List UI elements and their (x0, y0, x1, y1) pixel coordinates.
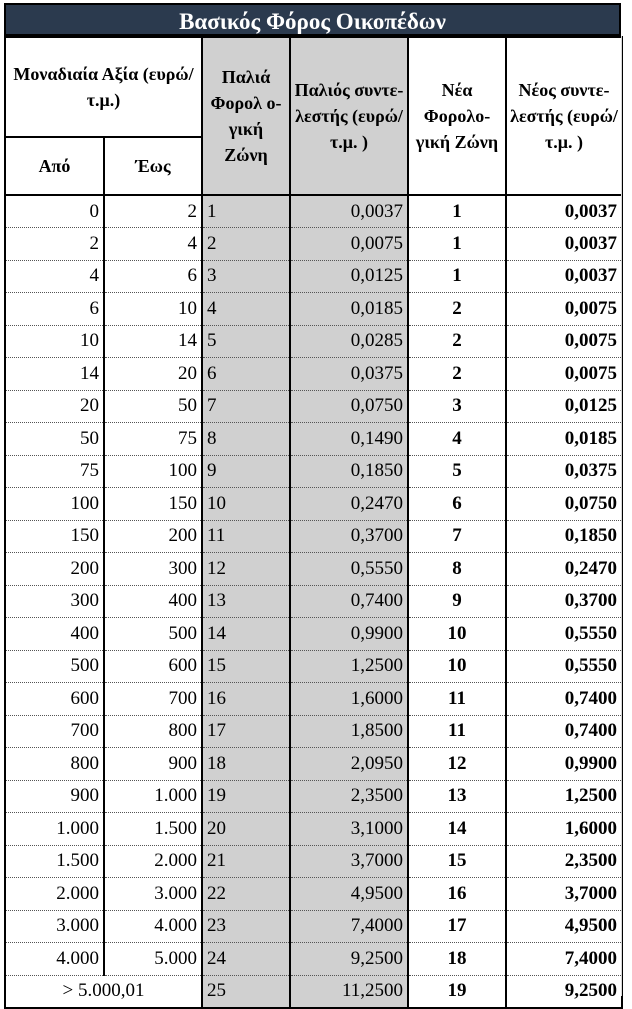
old-zone-cell: 2 (202, 228, 290, 261)
new-zone-cell: 11 (408, 715, 506, 748)
old-coefficient-cell: 1,6000 (290, 683, 408, 716)
table-row (5, 813, 622, 846)
range-to-cell: 100 (104, 455, 202, 488)
old-zone-cell: 23 (202, 910, 290, 943)
old-coefficient-cell: 0,0037 (290, 195, 408, 228)
new-coefficient-cell: 9,2500 (506, 975, 622, 1008)
old-zone-cell: 19 (202, 780, 290, 813)
range-to-cell: 800 (104, 715, 202, 748)
old-coefficient-cell: 0,1490 (290, 423, 408, 456)
range-to-cell: 4.000 (104, 910, 202, 943)
new-coefficient-cell: 4,9500 (506, 910, 622, 943)
new-zone-cell: 6 (408, 488, 506, 521)
new-coefficient-cell: 0,0125 (506, 390, 622, 423)
range-from-cell: 600 (5, 683, 104, 716)
range-to-cell: 75 (104, 423, 202, 456)
new-zone-cell: 3 (408, 390, 506, 423)
range-from-cell: 400 (5, 618, 104, 651)
range-from-cell: 700 (5, 715, 104, 748)
table-row (5, 293, 622, 326)
old-zone-cell: 21 (202, 845, 290, 878)
table-row (5, 715, 622, 748)
old-coefficient-cell: 0,0075 (290, 228, 408, 261)
table-row (5, 195, 622, 228)
old-zone-cell: 13 (202, 585, 290, 618)
new-zone-cell: 10 (408, 618, 506, 651)
range-to-cell: 900 (104, 748, 202, 781)
header-unit-value: Μοναδιαία Αξία (ευρώ/τ.μ.) (5, 37, 202, 137)
old-zone-cell: 20 (202, 813, 290, 846)
new-zone-cell: 2 (408, 358, 506, 391)
old-coefficient-cell: 4,9500 (290, 878, 408, 911)
old-zone-cell: 24 (202, 943, 290, 976)
range-from-cell: 300 (5, 585, 104, 618)
old-coefficient-cell: 0,0285 (290, 325, 408, 358)
new-zone-cell: 17 (408, 910, 506, 943)
range-to-cell: 300 (104, 553, 202, 586)
new-coefficient-cell: 7,4000 (506, 943, 622, 976)
range-from-cell: 1.500 (5, 845, 104, 878)
new-coefficient-cell: 0,7400 (506, 715, 622, 748)
new-zone-cell: 7 (408, 520, 506, 553)
range-from-cell: 150 (5, 520, 104, 553)
table-row (5, 390, 622, 423)
new-zone-cell: 10 (408, 650, 506, 683)
header-to: Έως (104, 137, 202, 195)
old-zone-cell: 5 (202, 325, 290, 358)
old-coefficient-cell: 2,3500 (290, 780, 408, 813)
table-row (5, 553, 622, 586)
table-row (5, 975, 622, 1008)
table-row (5, 910, 622, 943)
range-to-cell: 400 (104, 585, 202, 618)
old-coefficient-cell: 0,9900 (290, 618, 408, 651)
table-row (5, 748, 622, 781)
range-from-cell: 10 (5, 325, 104, 358)
range-to-cell: 20 (104, 358, 202, 391)
new-zone-cell: 11 (408, 683, 506, 716)
range-from-cell: 200 (5, 553, 104, 586)
table-row (5, 520, 622, 553)
header-from: Από (5, 137, 104, 195)
range-from-cell: 900 (5, 780, 104, 813)
table-title: Βασικός Φόρος Οικοπέδων (4, 3, 621, 36)
old-coefficient-cell: 0,0185 (290, 293, 408, 326)
old-zone-cell: 12 (202, 553, 290, 586)
new-zone-cell: 5 (408, 455, 506, 488)
old-coefficient-cell: 0,3700 (290, 520, 408, 553)
new-coefficient-cell: 0,0037 (506, 260, 622, 293)
range-to-cell: 10 (104, 293, 202, 326)
range-from-cell: 4 (5, 260, 104, 293)
old-coefficient-cell: 1,8500 (290, 715, 408, 748)
new-coefficient-cell: 3,7000 (506, 878, 622, 911)
old-zone-cell: 11 (202, 520, 290, 553)
new-coefficient-cell: 1,6000 (506, 813, 622, 846)
old-coefficient-cell: 0,1850 (290, 455, 408, 488)
old-coefficient-cell: 0,7400 (290, 585, 408, 618)
old-zone-cell: 6 (202, 358, 290, 391)
range-from-cell: 800 (5, 748, 104, 781)
table-row (5, 228, 622, 261)
range-from-cell: 14 (5, 358, 104, 391)
new-coefficient-cell: 0,0037 (506, 195, 622, 228)
header-new-zone: Νέα Φορολο- γική Ζώνη (408, 37, 506, 195)
range-from-cell: 1.000 (5, 813, 104, 846)
table-row (5, 878, 622, 911)
old-zone-cell: 16 (202, 683, 290, 716)
table-row (5, 488, 622, 521)
header-old-zone: Παλιά Φορολ ο-γική Ζώνη (202, 37, 290, 195)
new-coefficient-cell: 0,0075 (506, 293, 622, 326)
range-from-cell: 20 (5, 390, 104, 423)
table-body (5, 195, 622, 1008)
table-row (5, 780, 622, 813)
new-zone-cell: 18 (408, 943, 506, 976)
new-zone-cell: 4 (408, 423, 506, 456)
range-from-cell: 0 (5, 195, 104, 228)
table-row (5, 943, 622, 976)
table-row (5, 618, 622, 651)
range-from-cell: 4.000 (5, 943, 104, 976)
table-row (5, 423, 622, 456)
new-zone-cell: 14 (408, 813, 506, 846)
old-coefficient-cell: 0,0750 (290, 390, 408, 423)
old-coefficient-cell: 11,2500 (290, 975, 408, 1008)
new-zone-cell: 1 (408, 228, 506, 261)
new-coefficient-cell: 0,2470 (506, 553, 622, 586)
range-to-cell: 200 (104, 520, 202, 553)
new-coefficient-cell: 0,0075 (506, 325, 622, 358)
old-zone-cell: 22 (202, 878, 290, 911)
new-zone-cell: 2 (408, 325, 506, 358)
table-row (5, 325, 622, 358)
range-from-cell: 500 (5, 650, 104, 683)
range-to-cell: 3.000 (104, 878, 202, 911)
old-zone-cell: 8 (202, 423, 290, 456)
new-coefficient-cell: 0,3700 (506, 585, 622, 618)
tax-rate-table (4, 36, 623, 1009)
new-coefficient-cell: 0,9900 (506, 748, 622, 781)
new-zone-cell: 16 (408, 878, 506, 911)
new-zone-cell: 15 (408, 845, 506, 878)
range-open-cell: > 5.000,01 (5, 975, 202, 1008)
range-to-cell: 4 (104, 228, 202, 261)
range-from-cell: 75 (5, 455, 104, 488)
header-new-coefficient: Νέος συντε- λεστής (ευρώ/τ.μ. ) (506, 37, 622, 195)
old-coefficient-cell: 9,2500 (290, 943, 408, 976)
old-coefficient-cell: 0,0125 (290, 260, 408, 293)
old-zone-cell: 1 (202, 195, 290, 228)
old-coefficient-cell: 1,2500 (290, 650, 408, 683)
old-coefficient-cell: 0,5550 (290, 553, 408, 586)
range-to-cell: 2.000 (104, 845, 202, 878)
new-zone-cell: 12 (408, 748, 506, 781)
range-to-cell: 6 (104, 260, 202, 293)
new-coefficient-cell: 0,7400 (506, 683, 622, 716)
range-to-cell: 50 (104, 390, 202, 423)
sheet-gridline (621, 36, 632, 996)
old-coefficient-cell: 3,7000 (290, 845, 408, 878)
header-old-coefficient: Παλιός συντε- λεστής (ευρώ/τ.μ. ) (290, 37, 408, 195)
table-row (5, 585, 622, 618)
old-coefficient-cell: 2,0950 (290, 748, 408, 781)
old-zone-cell: 10 (202, 488, 290, 521)
new-zone-cell: 8 (408, 553, 506, 586)
table-row (5, 650, 622, 683)
old-zone-cell: 4 (202, 293, 290, 326)
new-coefficient-cell: 0,5550 (506, 650, 622, 683)
range-from-cell: 100 (5, 488, 104, 521)
range-from-cell: 3.000 (5, 910, 104, 943)
old-zone-cell: 9 (202, 455, 290, 488)
range-to-cell: 2 (104, 195, 202, 228)
range-to-cell: 500 (104, 618, 202, 651)
old-zone-cell: 3 (202, 260, 290, 293)
range-from-cell: 6 (5, 293, 104, 326)
table-row (5, 260, 622, 293)
range-to-cell: 700 (104, 683, 202, 716)
range-to-cell: 1.500 (104, 813, 202, 846)
new-coefficient-cell: 2,3500 (506, 845, 622, 878)
range-to-cell: 5.000 (104, 943, 202, 976)
new-coefficient-cell: 1,2500 (506, 780, 622, 813)
old-zone-cell: 15 (202, 650, 290, 683)
new-zone-cell: 19 (408, 975, 506, 1008)
old-coefficient-cell: 7,4000 (290, 910, 408, 943)
old-zone-cell: 18 (202, 748, 290, 781)
new-coefficient-cell: 0,0037 (506, 228, 622, 261)
old-coefficient-cell: 0,2470 (290, 488, 408, 521)
new-coefficient-cell: 0,5550 (506, 618, 622, 651)
new-coefficient-cell: 0,0075 (506, 358, 622, 391)
new-coefficient-cell: 0,0750 (506, 488, 622, 521)
new-zone-cell: 2 (408, 293, 506, 326)
new-coefficient-cell: 0,0375 (506, 455, 622, 488)
old-coefficient-cell: 0,0375 (290, 358, 408, 391)
table-row (5, 683, 622, 716)
new-zone-cell: 1 (408, 195, 506, 228)
range-from-cell: 2 (5, 228, 104, 261)
range-to-cell: 14 (104, 325, 202, 358)
range-to-cell: 600 (104, 650, 202, 683)
table-row (5, 358, 622, 391)
table-row (5, 455, 622, 488)
range-to-cell: 150 (104, 488, 202, 521)
table-row (5, 845, 622, 878)
new-coefficient-cell: 0,1850 (506, 520, 622, 553)
old-zone-cell: 14 (202, 618, 290, 651)
new-zone-cell: 13 (408, 780, 506, 813)
old-zone-cell: 17 (202, 715, 290, 748)
old-coefficient-cell: 3,1000 (290, 813, 408, 846)
new-zone-cell: 9 (408, 585, 506, 618)
range-to-cell: 1.000 (104, 780, 202, 813)
old-zone-cell: 7 (202, 390, 290, 423)
new-zone-cell: 1 (408, 260, 506, 293)
range-from-cell: 50 (5, 423, 104, 456)
old-zone-cell: 25 (202, 975, 290, 1008)
new-coefficient-cell: 0,0185 (506, 423, 622, 456)
range-from-cell: 2.000 (5, 878, 104, 911)
